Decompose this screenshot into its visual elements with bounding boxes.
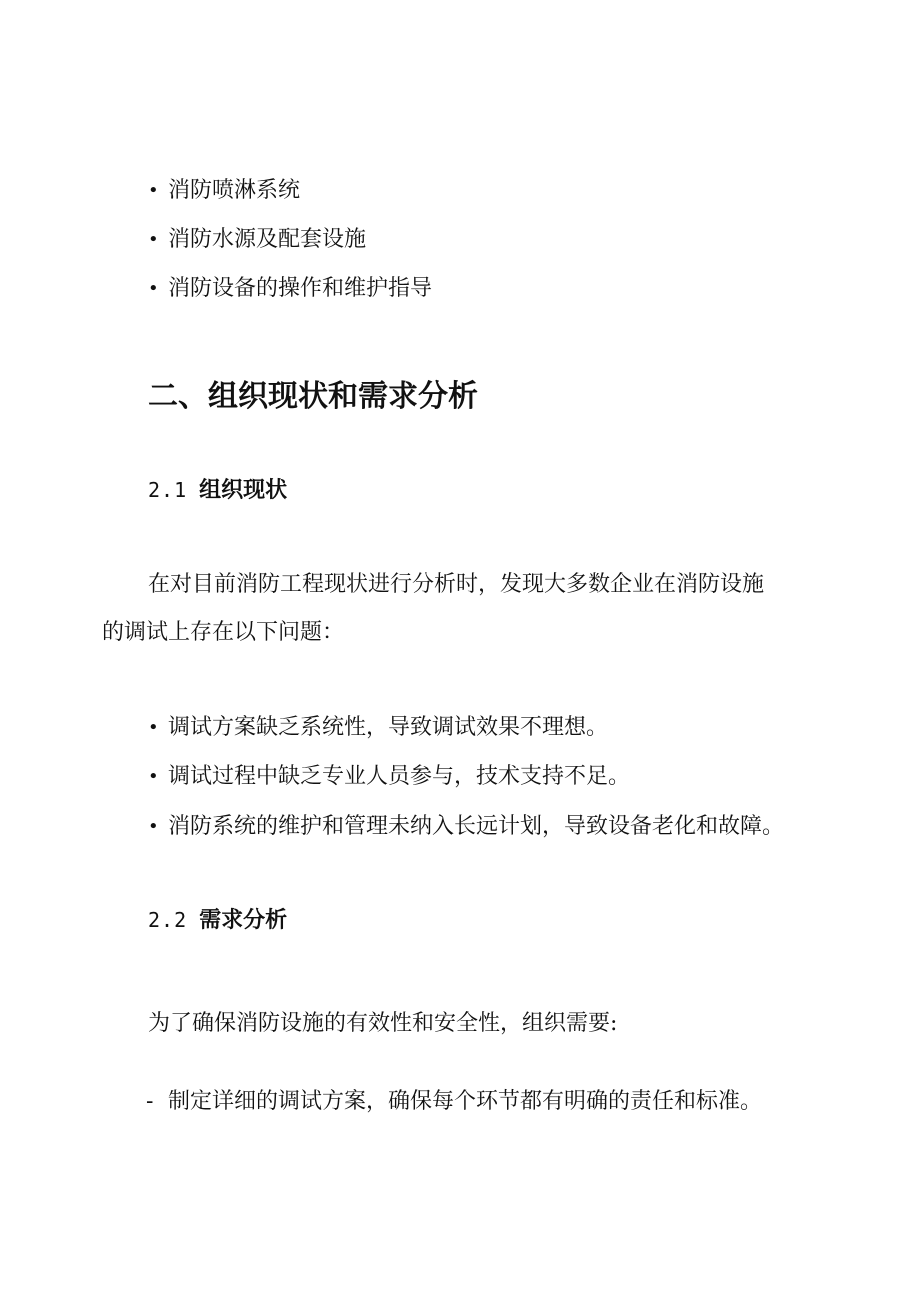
paragraph-line: 的调试上存在以下问题： <box>102 620 345 645</box>
list-item <box>148 713 608 743</box>
dash-marker: - <box>146 1089 154 1114</box>
paragraph-line: 为了确保消防设施的有效性和安全性，组织需要: <box>148 1011 618 1036</box>
list-item-text: 消防喷淋系统 <box>168 178 301 203</box>
subsection-heading-2-1 <box>148 475 287 506</box>
bullet-marker: • <box>148 766 159 787</box>
bullet-marker: • <box>148 717 159 738</box>
bullet-marker: • <box>148 180 159 201</box>
bullet-marker: • <box>148 229 159 250</box>
subsection-title: 需求分析 <box>199 908 288 933</box>
subsection-number: 2.2 <box>148 908 188 932</box>
list-item <box>148 274 432 304</box>
list-item <box>148 762 630 792</box>
section-heading: 二、组织现状和需求分析 <box>148 379 478 414</box>
paragraph-line: 在对目前消防工程现状进行分析时，发现大多数企业在消防设施 <box>148 572 765 597</box>
list-item-text: 调试方案缺乏系统性，导致调试效果不理想。 <box>168 715 609 740</box>
list-item-text: 消防水源及配套设施 <box>168 227 367 252</box>
subsection-number: 2.1 <box>148 478 188 502</box>
list-item <box>148 225 366 255</box>
list-item-text: 制定详细的调试方案，确保每个环节都有明确的责任和标准。 <box>168 1089 763 1114</box>
subsection-heading-2-2 <box>148 905 287 936</box>
list-item <box>148 812 784 842</box>
subsection-title: 组织现状 <box>199 478 288 503</box>
list-item <box>148 176 300 206</box>
list-item-text: 消防系统的维护和管理未纳入长远计划，导致设备老化和故障。 <box>168 814 785 839</box>
bullet-marker: • <box>148 278 159 299</box>
list-item <box>146 1087 762 1117</box>
list-item-text: 消防设备的操作和维护指导 <box>168 276 433 301</box>
list-item-text: 调试过程中缺乏专业人员参与，技术支持不足。 <box>168 764 631 789</box>
bullet-marker: • <box>148 816 159 837</box>
